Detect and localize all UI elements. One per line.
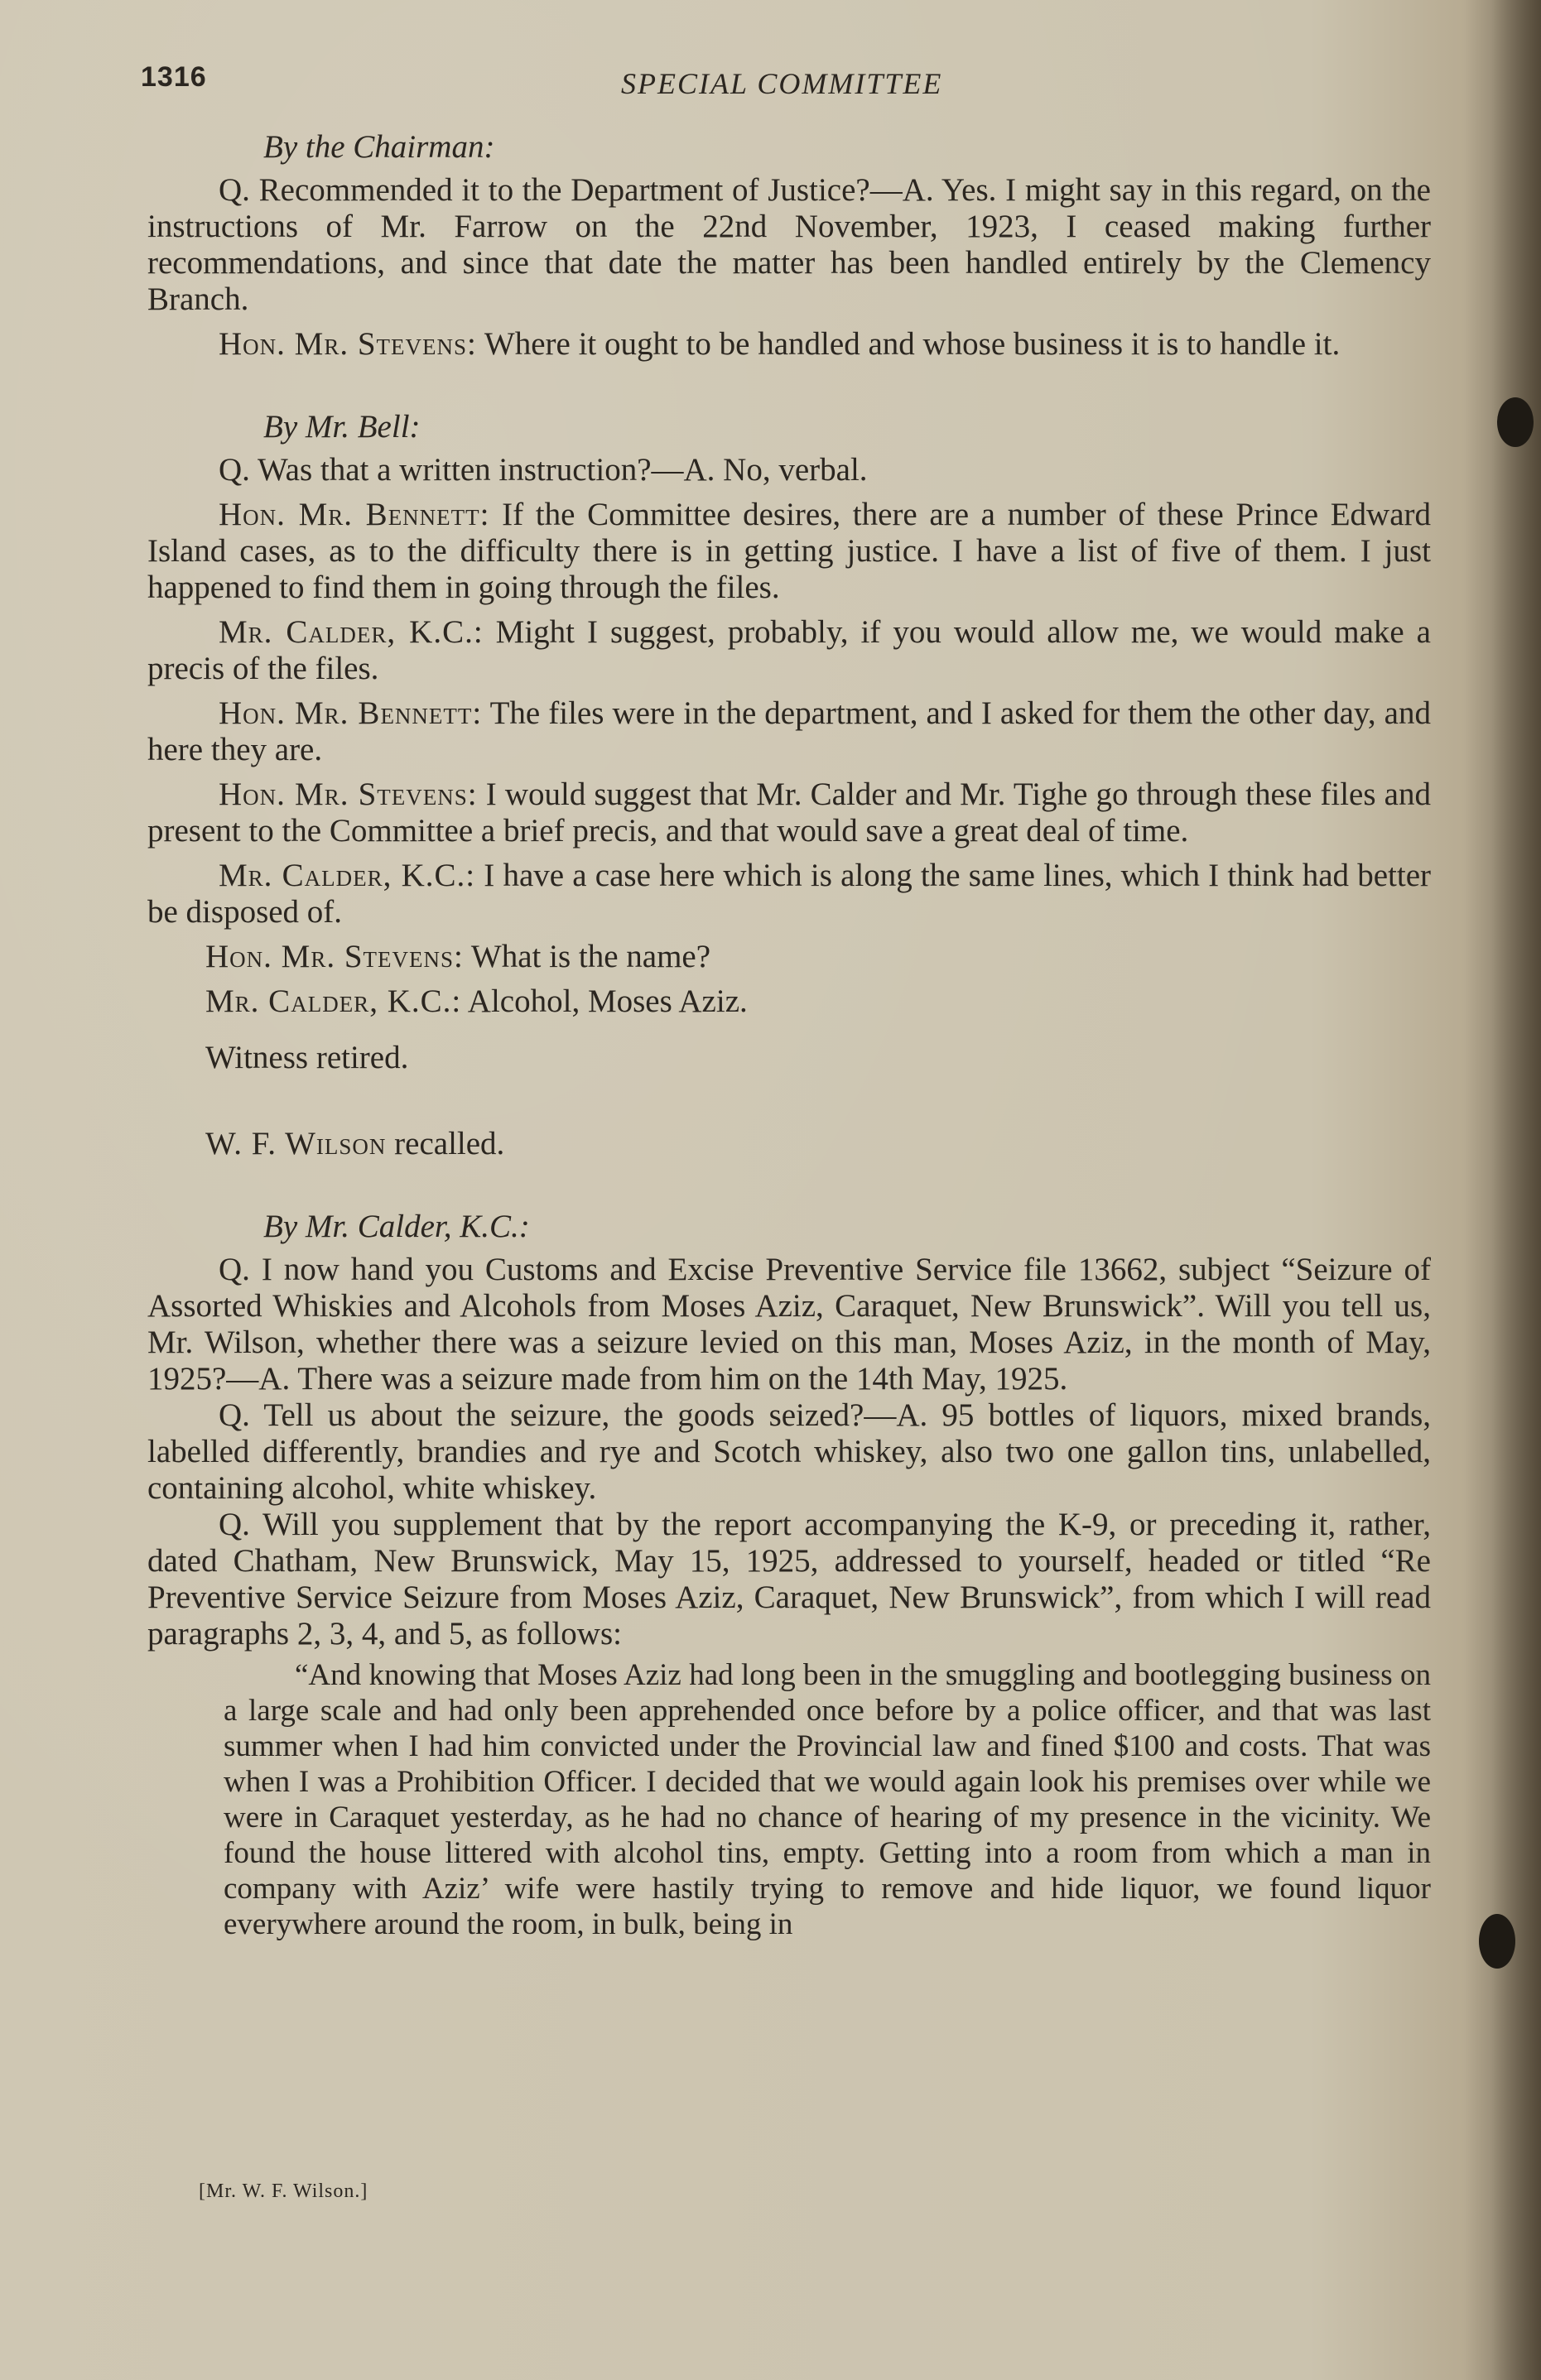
section-by-chairman: By the Chairman: <box>263 129 495 165</box>
speaker-name: Mr. Calder, K.C.: <box>205 983 462 1019</box>
speaker-text: Where it ought to be handled and whose business it is to handle it. <box>476 326 1341 362</box>
speaker-name: Mr. Calder, K.C.: <box>219 858 476 893</box>
speaker-name: Hon. Mr. Stevens: <box>219 777 478 812</box>
witness-recalled <box>205 1126 1431 1162</box>
recalled-text: recalled. <box>386 1126 505 1161</box>
running-head: SPECIAL COMMITTEE <box>621 67 943 100</box>
speaker-text: If the Committee desires, there are a number of these Prince Edward Island cases, as to the difficulty there is in getting justice. I have a list of five of them. I just happened to find them in going through the files. <box>147 497 1431 605</box>
speaker-paragraph <box>147 614 1431 687</box>
page-number: 1316 <box>141 61 207 93</box>
speaker-name: Hon. Mr. Bennett: <box>219 497 490 532</box>
question-paragraph: Q. Will you supplement that by the report accompanying the K-9, or preceding it, rather, dated Chatham, New Brunswick, May 15, 1925, addressed to yourself, headed or titled “Re Preventive Service Seizure from Moses Aziz, Caraquet, New Brunswick”, from which I will read paragraphs 2, 3, 4, and 5, as follows: <box>147 1507 1431 1652</box>
speaker-name: Mr. Calder, K.C.: <box>219 614 484 650</box>
speaker-text: What is the name? <box>463 939 711 974</box>
speaker-text: Might I suggest, probably, if you would allow me, we would make a precis of the files. <box>147 614 1431 686</box>
speaker-paragraph <box>205 983 1431 1020</box>
speaker-name: Hon. Mr. Stevens: <box>205 939 464 974</box>
speaker-paragraph <box>147 858 1431 930</box>
speaker-name: Hon. Mr. Stevens: <box>219 326 477 362</box>
quoted-report: “And knowing that Moses Aziz had long been in the smuggling and bootlegging business on a large scale and had only been apprehended once before by a police officer, and that was last summer when I had him convicted under the Provincial law and fined $100 and costs. That was when I was a Prohibition Officer. I decided that we would again look his premises over while we were in Caraquet yesterday, as he had no chance of hearing of my presence in the vicinity. We found the house littered with alcohol tins, empty. Getting into a room from which a man in company with Aziz’ wife were hastily trying to remove and hide liquor, we found liquor everywhere around the room, in bulk, being in <box>224 1658 1431 1941</box>
question-paragraph: Q. I now hand you Customs and Excise Preventive Service file 13662, subject “Seizure of Assorted Whiskies and Alcohols from Moses Aziz, Caraquet, New Brunswick”. Will you tell us, Mr. Wilson, whether there was a seizure levied on this man, Moses Aziz, in the month of May, 1925?—A. There was a seizure made from him on the 14th May, 1925. <box>147 1252 1431 1397</box>
speaker-paragraph <box>147 326 1431 363</box>
section-by-bell: By Mr. Bell: <box>263 409 421 445</box>
speaker-text: I have a case here which is along the same lines, which I think had better be disposed of. <box>147 858 1432 930</box>
speaker-name: Hon. Mr. Bennett: <box>219 695 483 731</box>
speaker-paragraph <box>147 777 1431 849</box>
footer-witness-tag: [Mr. W. F. Wilson.] <box>199 2180 368 2202</box>
binding-hole <box>1479 1914 1515 1969</box>
page-body <box>147 129 1431 1942</box>
speaker-text: I would suggest that Mr. Calder and Mr. Tighe go through these files and present to the Committee a brief precis, and that would save a great deal of time. <box>147 777 1431 849</box>
speaker-paragraph <box>147 695 1431 768</box>
question-paragraph: Q. Was that a written instruction?—A. No, verbal. <box>219 452 868 488</box>
binding-hole <box>1497 397 1534 447</box>
question-paragraph: Q. Recommended it to the Department of Justice?—A. Yes. I might say in this regard, on the instructions of Mr. Farrow on the 22nd November, 1923, I ceased making further recommendations, and since that date the matter has been handled entirely by the Clemency Branch. <box>147 172 1431 317</box>
witness-retired: Witness retired. <box>205 1040 409 1075</box>
speaker-paragraph <box>147 497 1431 606</box>
page-edge-shadow <box>1491 0 1541 2380</box>
speaker-paragraph <box>205 939 1431 975</box>
question-paragraph: Q. Tell us about the seizure, the goods seized?—A. 95 bottles of liquors, mixed brands, labelled differently, brandies and rye and Scotch whiskey, also two one gallon tins, unlabelled, containing alcohol, white whiskey. <box>147 1397 1431 1506</box>
speaker-text: Alcohol, Moses Aziz. <box>461 983 748 1019</box>
section-by-calder: By Mr. Calder, K.C.: <box>263 1209 530 1244</box>
speaker-text: The files were in the department, and I asked for them the other day, and here they are. <box>147 695 1431 767</box>
witness-name: W. F. Wilson <box>205 1126 387 1161</box>
